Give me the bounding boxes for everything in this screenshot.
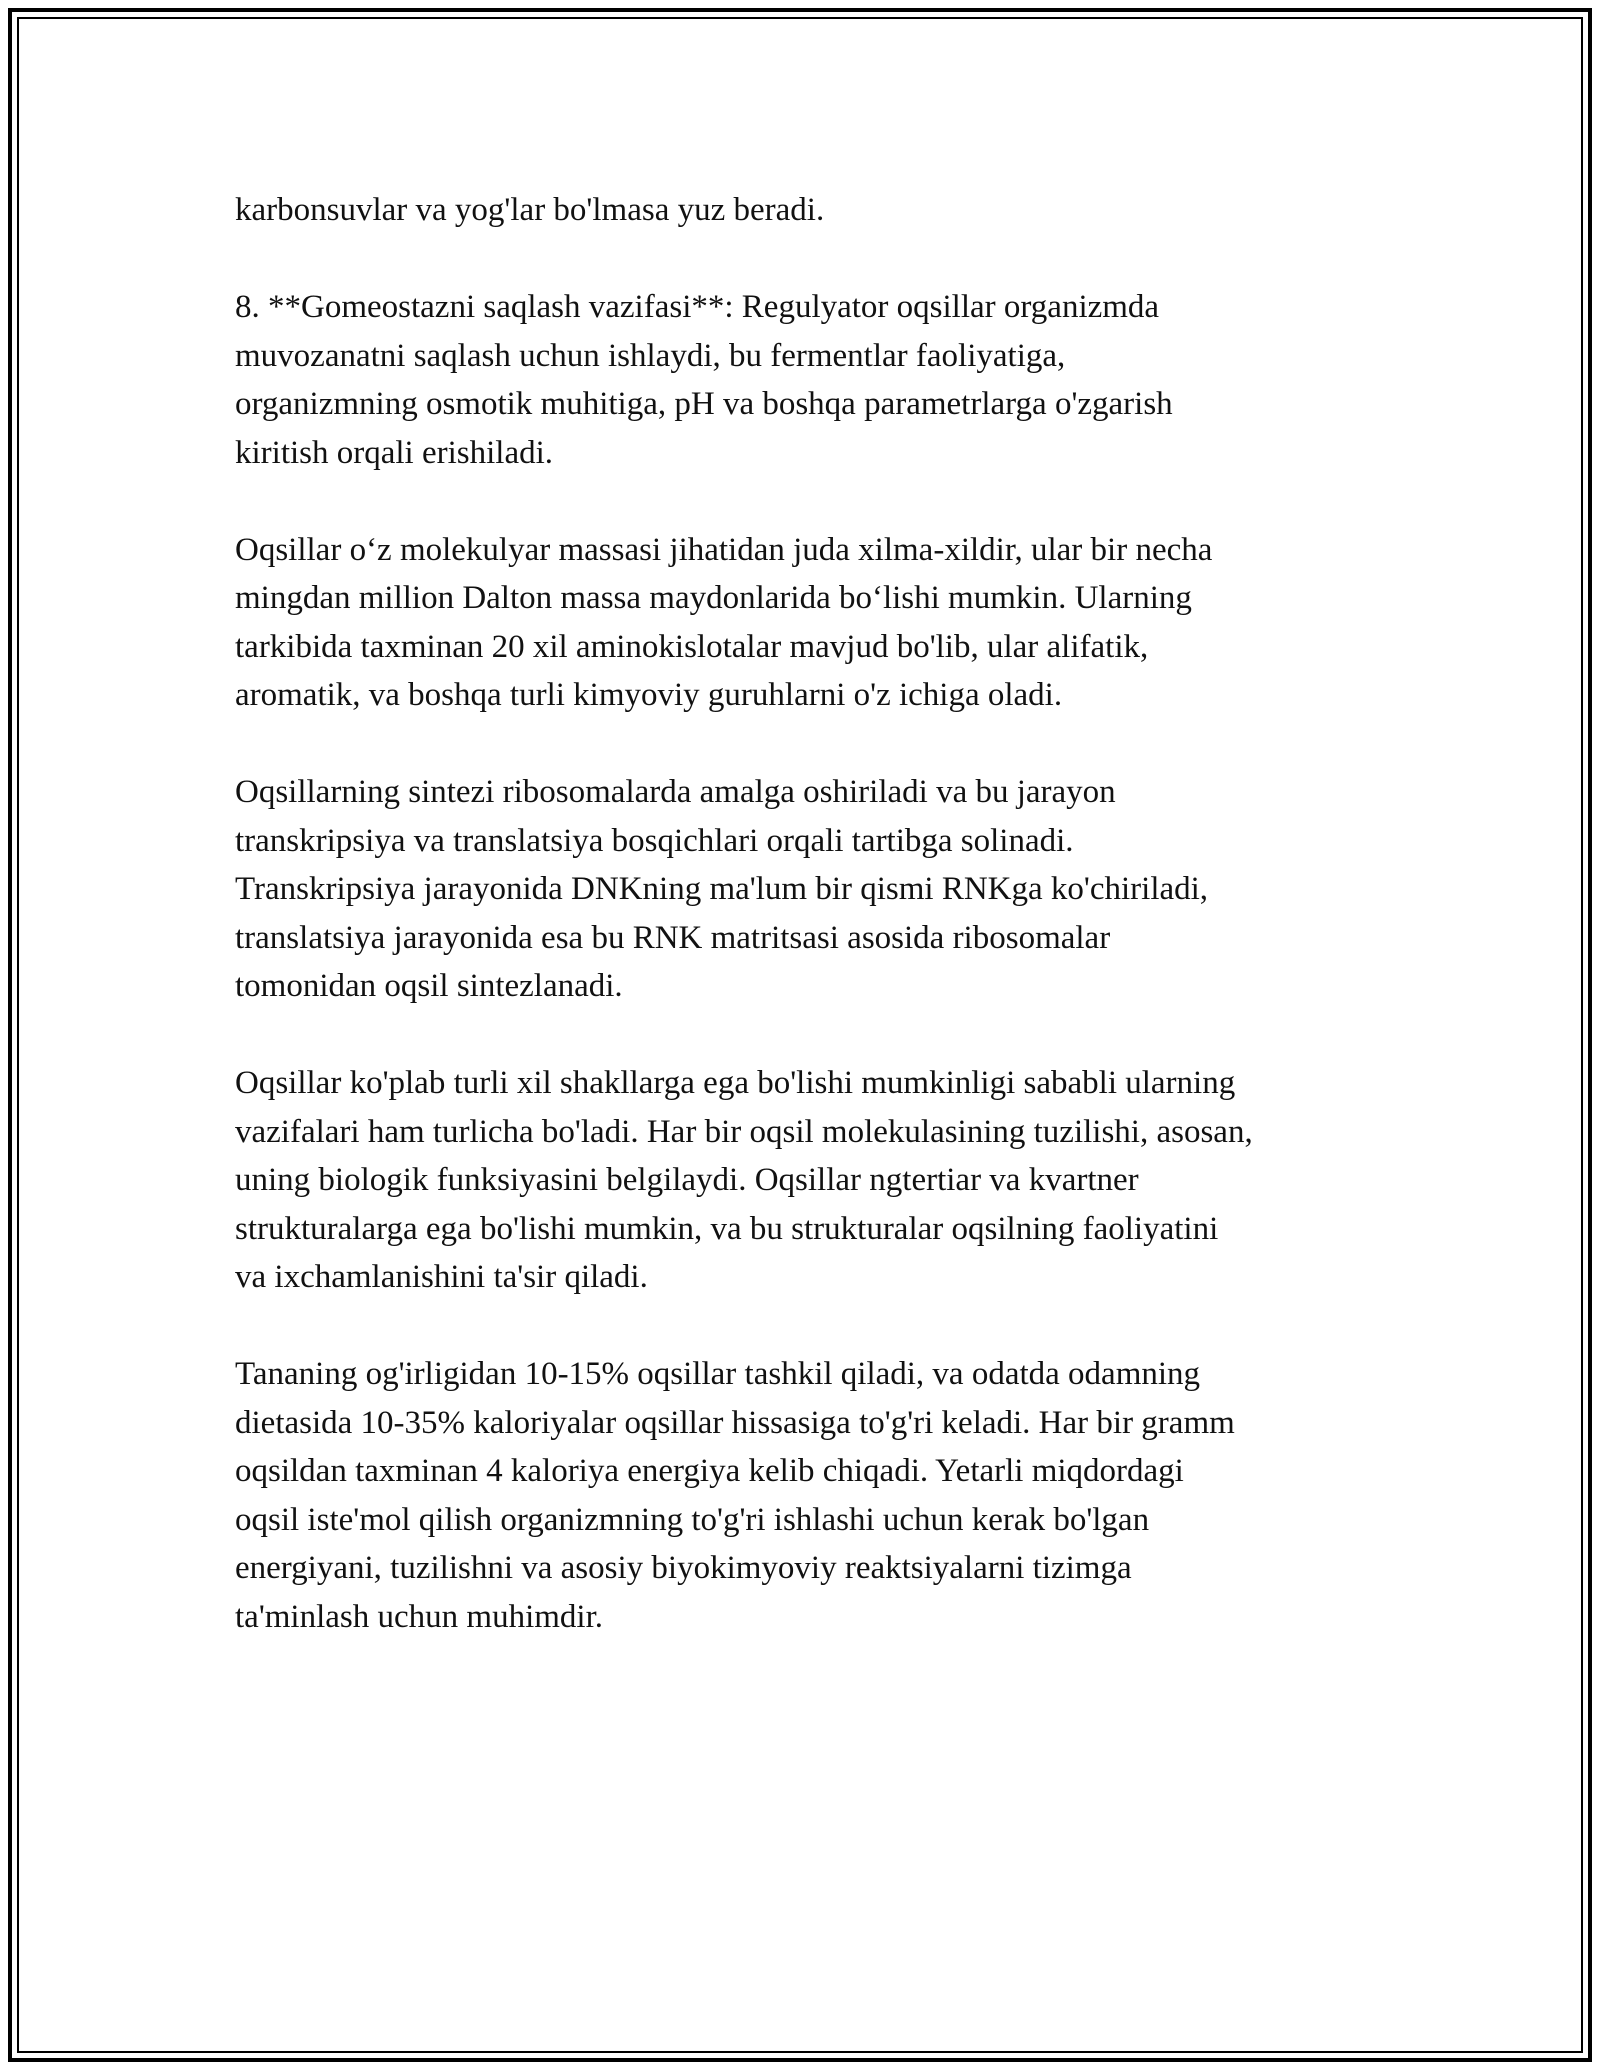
text-line: vazifalari ham turlicha bo'ladi. Har bir oqsil molekulasining tuzilishi, asosan, [235,1113,1253,1150]
text-line: ta'minlash uchun muhimdir. [235,1598,603,1635]
text-line: Oqsillar ko'plab turli xil shakllarga ega bo'lishi mumkinligi sababli ularning [235,1065,1236,1101]
document-body [235,186,1385,1641]
paragraph-6 [235,1350,1385,1641]
text-line: tarkibida taxminan 20 xil aminokislotalar mavjud bo'lib, ular alifatik, [235,628,1149,665]
text-line: mingdan million Dalton massa maydonlarida bo‘lishi mumkin. Ularning [235,580,1192,616]
text-line: Oqsillar o‘z molekulyar massasi jihatidan juda xilma-xildir, ular bir necha [235,531,1213,568]
text-line: organizmning osmotik muhitiga, pH va boshqa parametrlarga o'zgarish [235,386,1173,422]
paragraph-3 [235,526,1385,720]
text-line: oqsildan taxminan 4 kaloriya energiya kelib chiqadi. Yetarli miqdordagi [235,1453,1184,1489]
text-line: transkripsiya va translatsiya bosqichlari orqali tartibga solinadi. [235,822,1074,859]
text-line: karbonsuvlar va yog'lar bo'lmasa yuz beradi. [235,192,825,228]
text-line: energiyani, tuzilishni va asosiy biyokimyoviy reaktsiyalarni tizimga [235,1550,1132,1586]
text-line: translatsiya jarayonida esa bu RNK matritsasi asosida ribosomalar [235,919,1111,956]
paragraph-2 [235,283,1385,477]
text-line: va ixchamlanishini ta'sir qiladi. [235,1259,648,1295]
text-line: 8. **Gomeostazni saqlash vazifasi**: Regulyator oqsillar organizmda [235,289,1160,325]
text-line: strukturalarga ega bo'lishi mumkin, va bu strukturalar oqsilning faoliyatini [235,1210,1219,1247]
text-line: dietasida 10-35% kaloriyalar oqsillar hissasiga to'g'ri keladi. Har bir gramm [235,1404,1235,1441]
text-line: oqsil iste'mol qilish organizmning to'g'ri ishlashi uchun kerak bo'lgan [235,1501,1150,1538]
text-line: Transkripsiya jarayonida DNKning ma'lum bir qismi RNKga ko'chiriladi, [235,871,1209,907]
text-line: kiritish orqali erishiladi. [235,434,554,471]
text-line: uning biologik funksiyasini belgilaydi. Oqsillar ngtertiar va kvartner [235,1162,1139,1198]
text-line: Oqsillarning sintezi ribosomalarda amalga oshiriladi va bu jarayon [235,774,1116,810]
text-line: tomonidan oqsil sintezlanadi. [235,968,623,1004]
paragraph-1 [235,186,1385,235]
text-line: aromatik, va boshqa turli kimyoviy guruhlarni o'z ichiga oladi. [235,677,1063,713]
text-line: muvozanatni saqlash uchun ishlaydi, bu fermentlar faoliyatiga, [235,337,1066,374]
paragraph-5 [235,1059,1385,1302]
text-line: Tananing og'irligidan 10-15% oqsillar tashkil qiladi, va odatda odamning [235,1356,1201,1392]
paragraph-4 [235,768,1385,1011]
